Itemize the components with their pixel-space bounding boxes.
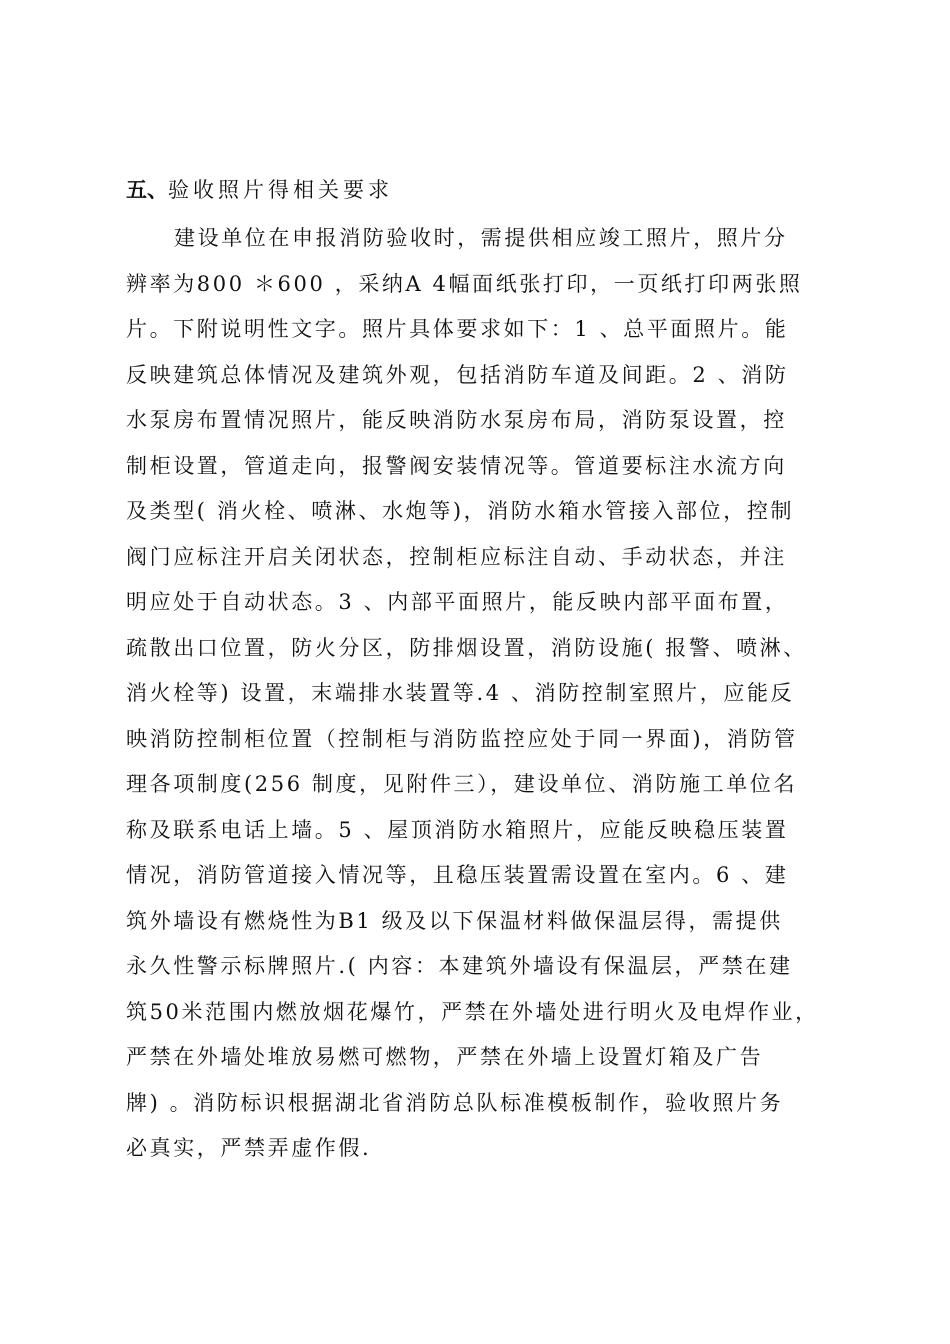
paragraph-line: 映消防控制柜位置（控制柜与消防监控应处于同一界面)，消防管 (126, 726, 798, 751)
paragraph-line: 牌) 。消防标识根据湖北省消防总队标准模板制作，验收照片务 (126, 1090, 784, 1115)
section-heading (126, 174, 393, 204)
paragraph-line: 称及联系电话上墙。5 、屋顶消防水箱照片，应能反映稳压装置 (126, 817, 789, 842)
section-title: 验收照片得相关要求 (168, 178, 393, 202)
paragraph-line: 及类型( 消火栓、喷淋、水炮等)，消防水箱水管接入部位，控制 (126, 499, 795, 523)
paragraph-line: 反映建筑总体情况及建筑外观，包括消防车道及间距。2 、消防 (126, 362, 789, 387)
paragraph-line: 筑50米范围内燃放烟花爆竹，严禁在外墙处进行明火及电焊作业， (126, 999, 819, 1024)
paragraph-line: 筑外墙设有燃烧性为B1 级及以下保温材料做保温层得，需提供 (126, 908, 783, 933)
paragraph-line: 阀门应标注开启关闭状态，控制柜应标注自动、手动状态，并注 (126, 544, 787, 569)
paragraph-line: 制柜设置，管道走向，报警阀安装情况等。管道要标注水流方向 (126, 453, 787, 478)
paragraph-line: 水泵房布置情况照片，能反映消防水泵房布局，消防泵设置，控 (126, 408, 787, 432)
paragraph-line: 明应处于自动状态。3 、内部平面照片，能反映内部平面布置， (126, 590, 789, 614)
paragraph-line: 辨率为800 ＊600 ，采纳A 4幅面纸张打印，一页纸打印两张照 (126, 271, 803, 296)
paragraph-line: 必真实，严禁弄虚作假. (126, 1136, 372, 1160)
paragraph-line: 疏散出口位置，防火分区，防排烟设置，消防设施( 报警、喷淋、 (126, 635, 807, 660)
paragraph-line: 情况，消防管道接入情况等，且稳压装置需设置在室内。6 、建 (126, 863, 789, 887)
paragraph-line: 永久性警示标牌照片.( 内容：本建筑外墙设有保温层，严禁在建 (126, 954, 793, 978)
section-number: 五、 (126, 177, 168, 202)
body-paragraph (126, 216, 836, 1172)
paragraph-line: 理各项制度(256 制度，见附件三），建设单位、消防施工单位名 (126, 772, 798, 796)
paragraph-line: 建设单位在申报消防验收时，需提供相应竣工照片，照片分 (174, 226, 788, 250)
paragraph-line: 片。下附说明性文字。照片具体要求如下：1 、总平面照片。能 (126, 317, 789, 341)
paragraph-line: 消火栓等) 设置，末端排水装置等.4 、消防控制室照片，应能反 (126, 681, 795, 705)
paragraph-line: 严禁在外墙处堆放易燃可燃物，严禁在外墙上设置灯箱及广告 (126, 1045, 764, 1069)
